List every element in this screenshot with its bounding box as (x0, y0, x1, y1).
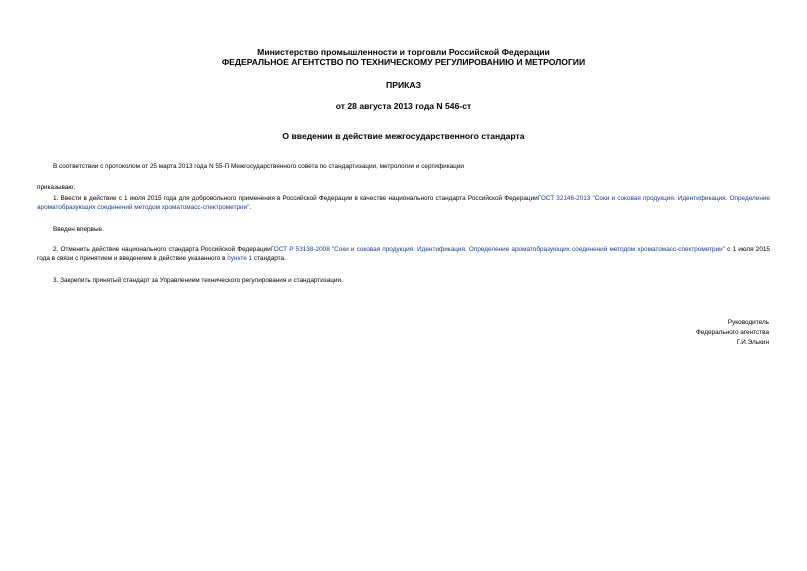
item-2-text: 2. Отменить действие национального стандарта Российской Федерации (53, 246, 271, 253)
item-1-paragraph (37, 194, 770, 212)
signature-agency: Федерального агентства (695, 329, 769, 336)
item-1-tail: . (249, 204, 252, 211)
agency-title: ФЕДЕРАЛЬНОЕ АГЕНТСТВО ПО ТЕХНИЧЕСКОМУ РЕГУЛИРОВАНИЮ И МЕТРОЛОГИИ (221, 57, 586, 67)
preamble-paragraph: В соответствии с протоколом от 25 марта 2013 года N 55-П Межгосударственного совета по стандартизации, метрологии и сертификации (53, 163, 464, 170)
signature-name: Г.И.Элькин (736, 339, 769, 346)
first-time-note: Введен впервые. (53, 226, 104, 233)
gost-32146-link[interactable]: ГОСТ 32146-2013 "Соки и соковая продукция. Идентификация. Определение ароматобразующих соединений методом хроматомасс-спектрометрии" (37, 195, 770, 211)
clause-1-link[interactable]: пункте 1 (227, 255, 253, 262)
order-word: приказываю: (37, 184, 75, 191)
ministry-title: Министерство промышленности и торговли Российской Федерации (257, 47, 550, 57)
item-2-middle: с 1 июля 2015 года в связи с принятием и введением в действие указанного в (37, 246, 770, 262)
item-2-paragraph (37, 245, 770, 263)
item-3-paragraph: 3. Закрепить принятый стандарт за Управлением технического регулирования и стандартизации. (53, 277, 343, 284)
signature-title: Руководитель (727, 319, 769, 326)
item-2-tail: стандарта. (252, 255, 286, 262)
item-1-text: 1. Ввести в действие с 1 июля 2015 года для добровольного применения в Российской Федерации в качестве национального стандарта Российской Федерации (53, 195, 538, 202)
document-type: ПРИКАЗ (386, 80, 421, 90)
document-date-number: от 28 августа 2013 года N 546-ст (335, 101, 472, 111)
document-subject: О введении в действие межгосударственного стандарта (282, 131, 525, 141)
gost-r-53138-link[interactable]: ГОСТ Р 53138-2008 "Соки и соковая продукция. Идентификация. Определение ароматобразующих соединений методом хроматомасс-спектрометрии" (270, 246, 726, 253)
